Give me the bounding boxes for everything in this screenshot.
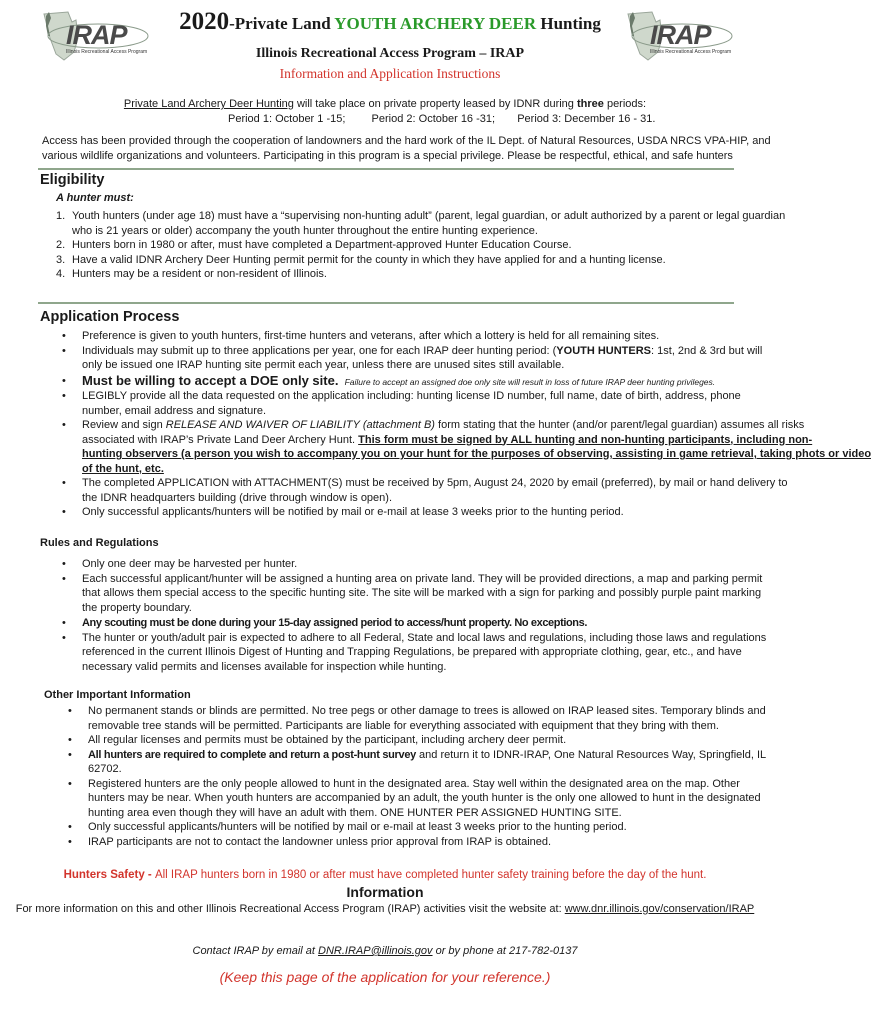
bullet-icon: • [68,734,72,746]
list-text: All regular licenses and permits must be obtained by the participant, including archery deer permit. [88,734,567,746]
other-list [68,704,767,849]
logo-text: IRAP [66,20,127,50]
list-text: Youth hunters (under age 18) must have a “supervising non-hunting adult” (parent, legal guardian, or adult authorized by a parent or legal guardian [72,210,786,222]
application-heading: Application Process [40,309,180,325]
list-text-bold: All hunters are required to complete and return a post-hunt survey [88,748,416,761]
bullet-icon: • [62,390,66,402]
email-link[interactable]: DNR.IRAP@illinois.gov [318,945,433,957]
title-part1: -Private Land [229,14,335,33]
list-number: 4. [56,268,66,280]
list-item [68,777,761,821]
bullet-icon: • [62,477,66,489]
title-part2: Hunting [536,14,601,33]
list-item [56,253,742,268]
list-text: the property boundary. [82,601,192,614]
list-text: hunters may be near. When youth hunters are accompanied by an adult, the youth hunter is the only one allowed to hunt in the designated [88,792,761,804]
list-item [62,389,742,418]
list-text: Hunters born in 1980 or after, must have completed a Department-approved Hunter Education Course. [72,239,572,251]
list-text-bold: of the hunt, etc. [82,462,164,475]
list-text: Have a valid IDNR Archery Deer Hunting permit permit for the county in which they have applied for and a hunting license. [72,253,666,266]
period1-label: Period 1 [228,113,269,125]
hunters-safety-label: Hunters Safety - [63,869,155,881]
page-title [150,8,630,36]
logo-subtext: Illinois Recreational Access Program [66,49,148,55]
list-text: Preference is given to youth hunters, first-time hunters and veterans, after which a lottery is held for all remaining sites. [82,330,660,342]
period1-text: : October 1 -15; [268,113,346,125]
title-green: YOUTH ARCHERY DEER [334,14,537,33]
irap-logo-right [622,8,734,62]
bullet-icon: • [62,419,66,431]
list-text-bold: game retrieval, taking phots or video [676,448,871,460]
hunters-safety [0,869,770,881]
list-text-bold: hunting observers (a person you wish to accompany you on your hunt for the purposes of observing, assisting in [82,448,677,460]
bullet-icon: • [68,748,72,761]
list-item [56,238,742,253]
list-text: referenced in the current Illinois Digest of Hunting and Trapping Regulations, be prepared with appropriate clothing, gear, etc., and have [82,646,742,658]
logo-subtext: Illinois Recreational Access Program [650,49,732,55]
list-item [68,733,748,748]
list-item [56,267,742,282]
list-item [62,329,742,344]
list-text: IRAP participants are not to contact the landowner unless prior approval from IRAP is obtained. [88,835,552,848]
intro-lead-underlined: Private Land Archery Deer Hunting [123,98,294,110]
page-subtitle: Illinois Recreational Access Program – IRAP [255,46,525,61]
list-text: Hunters may be a resident or non-resident of Illinois. [72,268,327,280]
period2-text: October 16 -31; [415,113,496,125]
access-line-1: Access has been provided through the cooperation of landowners and the hard work of the IL Dept. of Natural Resources, USDA NRCS VPA-HIP, and [42,135,771,147]
list-text: Only successful applicants/hunters will be notified by mail or e-mail at least 3 weeks prior to the hunting period. [88,821,627,833]
list-text: Review and sign [82,419,166,431]
period3-end: . [652,113,656,125]
website-link[interactable]: www.dnr.illinois.gov/conservation/IRAP [564,903,755,915]
list-item [62,344,763,373]
eligibility-must: A hunter must: [56,192,134,204]
list-text: form stating that the hunter (and/or parent/legal guardian) assumes all risks [434,419,805,431]
list-text: number, email address and signature. [82,404,267,417]
hunters-safety-text: All IRAP hunters born in 1980 or after must have completed hunter safety training before the day of the hunt. [154,869,707,881]
list-item [62,418,871,476]
bullet-icon: • [68,835,72,848]
bullet-icon: • [62,374,66,387]
list-item [68,704,766,733]
list-text-italic: RELEASE AND WAIVER OF LIABILITY (attachment B) [165,419,435,431]
list-item [62,505,742,520]
list-number: 3. [56,253,66,266]
period2-label: Period 2: [371,113,416,125]
bullet-icon: • [62,344,66,357]
keep-page-note: (Keep this page of the application for your reference.) [219,969,551,985]
page-subtitle-red: Information and Application Instructions [279,66,501,81]
list-number: 1. [56,210,66,222]
list-text: Only successful applicants/hunters will be notified by mail or e-mail at lease 3 weeks prior to the hunting period. [82,506,624,518]
list-text: No permanent stands or blinds are permitted. No tree pegs or other damage to trees is allowed on IRAP leased sites. Temporary blinds and [88,705,766,717]
list-text: the IDNR headquarters building (drive through window is open). [82,491,393,504]
list-item [56,209,786,238]
rules-heading: Rules and Regulations [40,537,159,549]
list-text: Registered hunters are the only people allowed to hunt in the designated area. Stay well within the designated area on the map. Other [88,777,740,790]
list-item [62,476,788,505]
list-text-bold: YOUTH HUNTERS [556,344,652,357]
access-paragraph [42,134,771,163]
divider [38,302,734,304]
bullet-icon: • [62,330,66,342]
rules-list [62,557,767,674]
bullet-icon: • [62,506,66,518]
contact-text: or by phone at 217-782-0137 [432,945,578,957]
list-item [68,748,767,777]
list-text: , One Natural Resources Way, Springfield, IL [547,748,767,761]
information-text [0,902,770,917]
list-item [62,616,742,631]
list-text: necessary valid permits and licenses available for inspection while hunting. [82,660,447,673]
list-text-small: Failure to accept an assigned doe only site will result in loss of future IRAP deer hunting privileges. [344,376,716,387]
list-text: LEGIBLY provide all the data requested on the application including: hunting license ID number, full name, date of birth, address, phone [82,390,741,402]
list-number: 2. [56,239,66,251]
list-item [62,372,742,390]
list-text-bold: Any scouting must be done during your 15-day assigned period to access/hunt property. No exceptions. [82,617,588,629]
list-text: Only one deer may be harvested per hunter. [82,558,298,570]
period3-text: December 16 - 31 [561,113,653,125]
application-list [62,329,871,520]
list-item [62,557,742,572]
list-text: hunting area even though they will have an adult with them. ONE HUNTER PER ASSIGNED HUNTING SITE. [88,806,622,819]
list-text: Each successful applicant/hunter will be assigned a hunting area on private land. They will be provided directions, a map and parking permit [82,572,763,585]
bullet-icon: • [68,777,72,790]
list-text: Individuals may submit up to three applications per year, one for each IRAP deer hunting period: ( [82,344,557,357]
list-text-big: Must be willing to accept a DOE only site. [82,372,339,388]
list-item [68,835,748,850]
bullet-icon: • [62,572,66,585]
logo-text: IRAP [650,20,711,50]
irap-logo-left [38,8,150,62]
intro-periods [228,112,655,127]
list-text: who is 21 years or older) accompany the youth hunter throughout the entire hunting experience. [72,224,538,237]
bullet-icon: • [68,821,72,833]
eligibility-heading: Eligibility [40,172,105,188]
bullet-icon: • [68,705,72,717]
intro-lead-end: periods: [603,98,647,110]
other-heading: Other Important Information [44,689,191,701]
list-text: that allows them special access to the specific hunting site. The site will be marked with a sign for parking and possibly purple paint marking [82,587,762,599]
intro-lead-three: three [576,98,604,110]
divider [38,168,734,170]
list-text: The hunter or youth/adult pair is expected to adhere to all Federal, State and local laws and regulations, including those laws and regulations [82,631,767,644]
bullet-icon: • [62,617,66,629]
information-body: For more information on this and other Illinois Recreational Access Program (IRAP) activities visit the website at: [15,903,565,915]
intro-lead [0,97,770,112]
list-text: 62702. [88,763,122,775]
list-text: : 1st, 2nd & 3rd but will [651,344,763,357]
intro-lead-rest: will take place on private property leased by IDNR during [293,98,577,110]
list-item [62,572,763,616]
period3-label: Period 3: [517,113,562,125]
bullet-icon: • [62,558,66,570]
list-text: associated with IRAP’s Private Land Deer Archery Hunt. [82,433,359,446]
contact-text: Contact IRAP by email at [192,945,319,957]
access-line-2: various wildlife organizations and volunteers. Participating in this program is a special privilege. Please be respectful, ethical, and safe hunters [42,149,733,162]
bullet-icon: • [62,631,66,644]
title-year: 2020 [179,8,230,35]
list-item [68,820,748,835]
list-text: and return it to IDNR-IRAP [416,748,548,761]
list-item [62,631,767,675]
list-text-bold: This form must be signed by ALL hunting and non-hunting participants, including non- [358,433,813,446]
list-text: The completed APPLICATION with ATTACHMENT(S) must be received by 5pm, August 24, 2020 by email (preferred), by mail or hand delivery to [82,477,788,489]
list-text: removable tree stands will be permitted. Participants are liable for everything associated with equipment that they bring with them. [88,719,719,732]
information-heading: Information [346,884,424,900]
contact-line [0,944,770,959]
eligibility-list [56,209,786,282]
list-text: only be issued one IRAP hunting site permit each year, unless there are unused sites still available. [82,359,565,371]
